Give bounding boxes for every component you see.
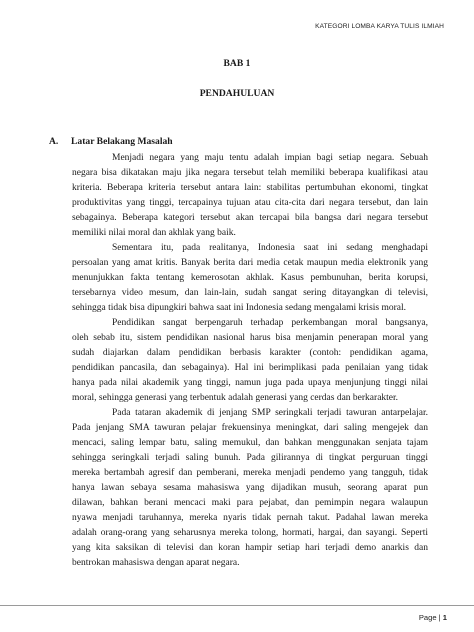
paragraph-line: negara bisa dikatakan maju jika negara tersebut telah memiliki beberapa kualifikasi atau: [72, 168, 428, 178]
paragraph-line: Sementara itu, pada realitanya, Indonesia saat ini sedang menghadapi: [112, 243, 428, 253]
paragraph-line: Pada jenjang SMA tawuran pelajar frekuensinya meningkat, dari saling mengejek dan: [72, 423, 428, 433]
paragraph-line: sebagainya. Beberapa kategori tersebut akan tercapai bila bangsa dari negara tersebut: [72, 213, 428, 223]
chapter-number: BAB 1: [223, 58, 251, 69]
section-letter: A.: [49, 136, 59, 147]
paragraph-line: menunjukkan fakta tentang kemerosotan akhlak. Kasus pembunuhan, berita korupsi,: [72, 273, 428, 283]
paragraph-line: moral, sehingga generasi yang terbentuk adalah generasi yang cerdas dan berkarakter.: [72, 393, 399, 403]
page-footer: [419, 613, 447, 622]
paragraph-line: yang kita saksikan di televisi dan koran hampir setiap hari terjadi demo anarkis dan: [72, 543, 428, 553]
running-header: KATEGORI LOMBA KARYA TULIS ILMIAH: [315, 23, 444, 30]
paragraph-line: kriteria. Beberapa kriteria tersebut antara lain: stabilitas pertumbuhan ekonomi, tingkat: [72, 183, 428, 193]
paragraph-line: sudah diajarkan dalam pendidikan berbasis karakter (contoh: pendidikan agama,: [72, 348, 428, 358]
paragraph-line: pendidikan pancasila, dan sebagainya). Hal ini berimplikasi pada penilaian yang tidak: [72, 363, 428, 373]
section-title: Latar Belakang Masalah: [71, 136, 173, 147]
paragraph-line: adalah orang-orang yang seharusnya mereka tolong, hormati, hargai, dan sayangi. Seperti: [72, 528, 428, 538]
paragraph-line: sehingga tidak bisa dipungkiri bahwa saat ini Indonesia sedang mengalami krisis moral.: [72, 303, 407, 313]
paragraph-line: hanya lawan sebaya sesama mahasiswa yang dijadikan musuh, seorang aparat pun: [72, 483, 428, 493]
paragraph-line: tersebarnya video mesum, dan lain-lain, sudah sangat sering ditayangkan di televisi,: [72, 288, 428, 298]
paragraph: [72, 316, 428, 406]
paragraph-line: produktivitas yang tinggi, tercapainya tujuan atau cita-cita dari negara tersebut, dan lain: [72, 198, 428, 208]
paragraph-line: nyawa menjadi taruhannya, mereka nyaris tidak pernah takut. Padahal lawan mereka: [72, 513, 428, 523]
paragraph-line: Pada tataran akademik di jenjang SMP seringkali terjadi tawuran antarpelajar.: [112, 408, 428, 418]
paragraph-line: oleh sebab itu, sistem pendidikan nasional harus bisa menjamin penerapan moral yang: [72, 333, 428, 343]
body-text: [72, 151, 428, 571]
paragraph-line: mereka bertambah agresif dan pemberani, mereka menjadi pendemo yang tangguh, tidak: [72, 468, 428, 478]
paragraph-line: memiliki nilai moral dan akhlak yang baik.: [72, 228, 236, 238]
chapter-title: PENDAHULUAN: [199, 88, 275, 99]
paragraph-line: dilawan, bahkan berani mencaci maki para pejabat, dan pemimpin negara walaupun: [72, 498, 428, 508]
paragraph-line: sehingga seringkali terjadi saling bunuh. Pada gilirannya di tingkat perguruan tinggi: [72, 453, 428, 463]
paragraph: [72, 151, 428, 241]
paragraph: [72, 241, 428, 316]
paragraph-line: bentrokan mahasiswa dengan aparat negara.: [72, 558, 240, 568]
page-label: Page |: [418, 613, 441, 622]
paragraph-line: hanya pada nilai akademik yang tinggi, namun juga pada upaya menjunjung tinggi nilai: [72, 378, 428, 388]
paragraph: [72, 406, 428, 571]
footer-divider: [0, 605, 474, 606]
section-heading: [49, 136, 173, 147]
paragraph-line: persoalan yang amat kritis. Banyak berita dari media cetak maupun media elektronik yang: [72, 258, 428, 268]
page-number: 1: [442, 613, 447, 622]
paragraph-line: mencaci, saling lempar batu, saling memukul, dan bahkan menggunakan senjata tajam: [72, 438, 428, 448]
paragraph-line: Pendidikan sangat berpengaruh terhadap perkembangan moral bangsanya,: [112, 318, 428, 328]
paragraph-line: Menjadi negara yang maju tentu adalah impian bagi setiap negara. Sebuah: [112, 153, 428, 163]
